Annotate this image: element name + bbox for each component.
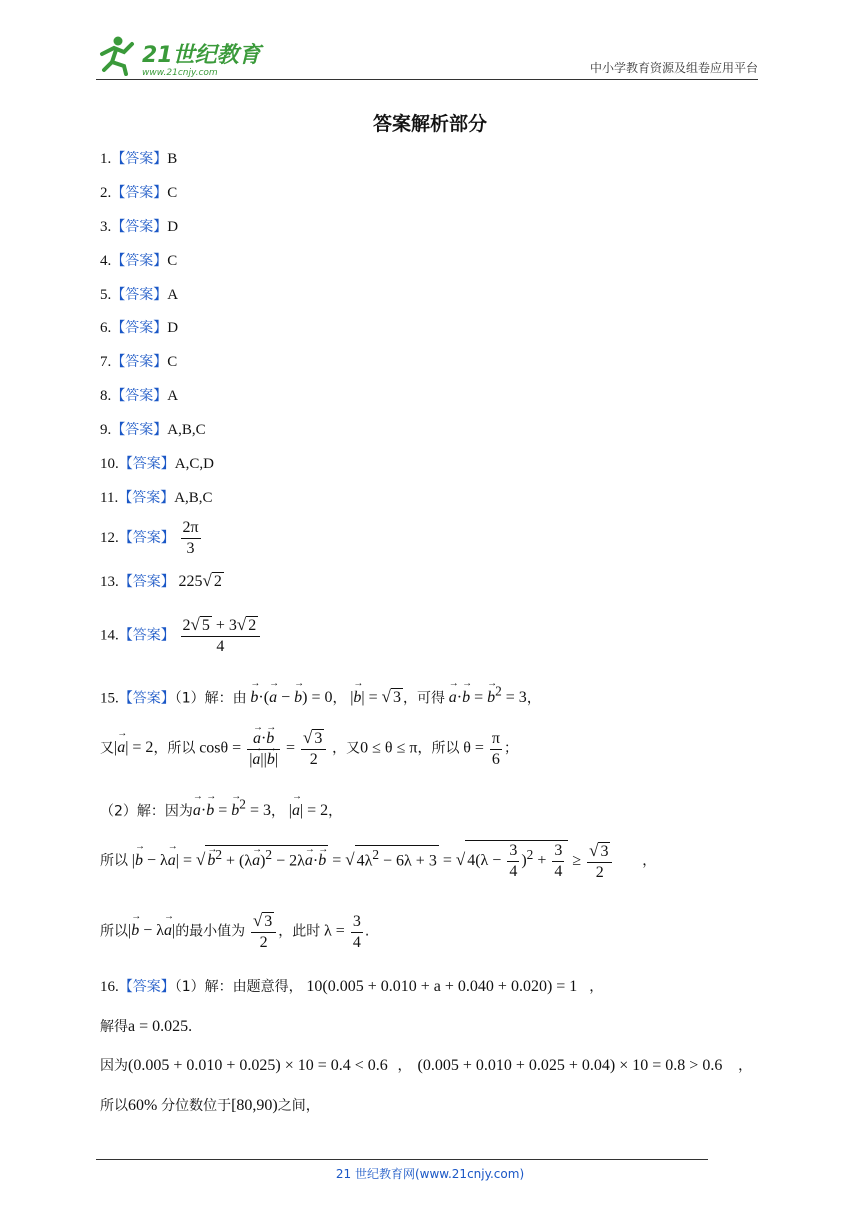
header-slogan: 中小学教育资源及组卷应用平台 <box>589 61 758 75</box>
footer-divider <box>96 1159 708 1160</box>
answer-row-12: 12.【答案】 $\frac{2\pi}{3}$ <box>100 519 199 557</box>
q15-line-2: 又|→ a| = 2，所以 cosθ = → $\frac{a\cdot\to b}{|\to a||\to b|}$ = $\frac{√ 3}{2}$ ，又0 ≤ θ ≤ π，所以 θ = $\frac{\pi}{6}$ ； <box>100 728 518 770</box>
answer-tag: 【答案】 <box>111 320 168 336</box>
answer-row: 9.【答案】A,B,C <box>100 422 206 438</box>
answer-row: 8.【答案】A <box>100 388 179 404</box>
answer-tag: 【答案】 <box>118 490 175 506</box>
fraction: $\frac{2\pi}{3}$ <box>182 519 199 557</box>
answer-row: 1.【答案】B <box>100 151 178 167</box>
answer-tag: 【答案】 <box>118 529 175 546</box>
answer-row-13: 13.【答案】 225√ 2 <box>100 571 222 590</box>
answer-tag: 【答案】 <box>111 388 168 404</box>
answer-row: 4.【答案】C <box>100 253 178 269</box>
q16-line-2: 解得a = 0.025. <box>100 1018 193 1035</box>
answer-tag: 【答案】 <box>118 574 175 590</box>
logo-title: 21世纪教育 <box>142 43 261 68</box>
answer-row: 7.【答案】C <box>100 354 178 370</box>
answer-row: 6.【答案】D <box>100 320 179 336</box>
answer-tag: 【答案】 <box>118 979 175 995</box>
answer-row: 5.【答案】A <box>100 287 179 303</box>
answer-tag: 【答案】 <box>118 627 175 644</box>
logo <box>96 32 266 78</box>
answer-tag: 【答案】 <box>111 151 168 167</box>
q16-line-1: 16.【答案】（1）解：由题意得， 10(0.005 + 0.010 + a + 0.040 + 0.020) = 1 ， <box>100 978 604 995</box>
logo-url: www.21cnjy.com <box>142 68 218 78</box>
q16-line-3: 因为(0.005 + 0.010 + 0.025) × 10 = 0.4 < 0.6 ， (0.005 + 0.010 + 0.025 + 0.04) × 10 = 0.8 > 0.6 ， <box>100 1057 753 1074</box>
q15-line-1: 15.【答案】（1）解：由 → b·(→ a − → b) = 0， |→ b| = √ 3 ，可得 → a·→ b = → $b^2 = 3$， <box>100 684 541 707</box>
q16-line-4: 所以60% 分位数位于[80,90)之间， <box>100 1097 320 1114</box>
page-title: 答案解析部分 <box>372 113 487 135</box>
answer-tag: 【答案】 <box>111 287 168 303</box>
answer-tag: 【答案】 <box>118 690 175 707</box>
answer-tag: 【答案】 <box>111 253 168 269</box>
answer-row: 3.【答案】D <box>100 219 179 235</box>
header-divider <box>96 79 758 80</box>
answer-tag: 【答案】 <box>111 185 168 201</box>
answer-tag: 【答案】 <box>111 219 168 235</box>
answer-row: 11.【答案】A,B,C <box>100 490 213 506</box>
answer-row: 10.【答案】A,C,D <box>100 456 214 472</box>
q15-line-4: 所以 |→ b − λ→ a| = √→ $b^2 + (\lambda\to a)^2 - 2\lambda\to a\cdot\to b$ = √ $4\lambda^2 - 6\lambda + 3$ = √ 4(λ − $\frac{3}{4}$ )$^2$ + $\frac{3}{4}$ ≥ $\frac{√ 3}{2}$ ， <box>100 840 656 883</box>
q15-line-3: （2）解：因为→ a·→ b = → $b^2 = 3$， |→ a| = 2， <box>100 797 342 820</box>
q15-line-5: 所以|→ b − λ→ a|的最小值为 $\frac{√ 3}{2}$ ，此时 λ = $\frac{3}{4}$ . <box>100 911 369 953</box>
answer-row-14: 14.【答案】 $\frac{2√ 5 + 3√ 2}{4}$ <box>100 615 262 657</box>
answer-tag: 【答案】 <box>111 354 168 370</box>
answer-row: 2.【答案】C <box>100 185 178 201</box>
page-header <box>96 32 758 80</box>
footer-link[interactable]: 21 世纪教育网(www.21cnjy.com) <box>335 1167 525 1181</box>
answer-tag: 【答案】 <box>111 422 168 438</box>
fraction: $\frac{2√ 5 + 3√ 2}{4}$ <box>181 615 261 657</box>
answer-tag: 【答案】 <box>118 456 175 472</box>
